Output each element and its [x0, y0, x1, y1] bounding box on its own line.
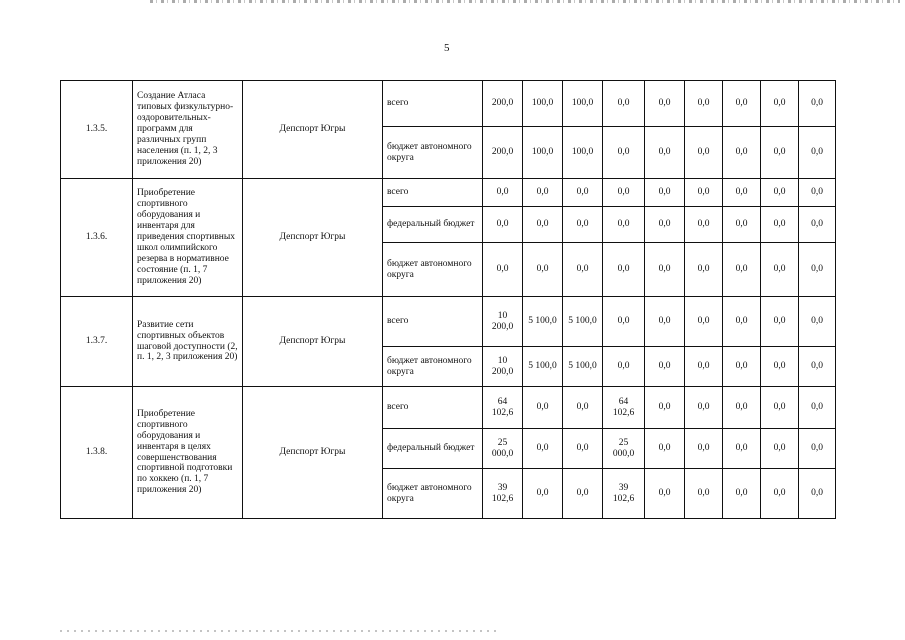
funding-value: 0,0: [645, 469, 685, 519]
funding-source: всего: [383, 387, 483, 429]
funding-value: 0,0: [563, 429, 603, 469]
funding-value: 0,0: [723, 207, 761, 243]
funding-value: 25 000,0: [603, 429, 645, 469]
funding-value: 0,0: [523, 469, 563, 519]
funding-value: 0,0: [645, 207, 685, 243]
funding-value: 0,0: [761, 387, 799, 429]
funding-value: 0,0: [603, 297, 645, 347]
funding-value: 0,0: [645, 387, 685, 429]
funding-value: 0,0: [723, 243, 761, 297]
funding-value: 0,0: [685, 387, 723, 429]
funding-value: 25 000,0: [483, 429, 523, 469]
funding-value: 0,0: [685, 429, 723, 469]
table-row: [61, 387, 836, 429]
funding-value: 0,0: [685, 207, 723, 243]
funding-source: всего: [383, 297, 483, 347]
funding-value: 0,0: [761, 179, 799, 207]
funding-value: 0,0: [799, 179, 836, 207]
funding-value: 5 100,0: [563, 347, 603, 387]
funding-value: 0,0: [563, 207, 603, 243]
budget-table: [60, 80, 836, 519]
funding-value: 10 200,0: [483, 347, 523, 387]
funding-value: 39 102,6: [603, 469, 645, 519]
measure-number: 1.3.7.: [61, 297, 133, 387]
scan-artifact-top: [150, 0, 900, 3]
funding-value: 0,0: [761, 297, 799, 347]
measure-number: 1.3.8.: [61, 387, 133, 519]
measure-name: Развитие сети спортивных объектов шаговой доступности (2, п. 1, 2, 3 приложения 20): [133, 297, 243, 387]
funding-value: 0,0: [685, 347, 723, 387]
measure-number: 1.3.5.: [61, 81, 133, 179]
funding-value: 0,0: [603, 243, 645, 297]
table-row: [61, 81, 836, 127]
funding-value: 10 200,0: [483, 297, 523, 347]
funding-value: 0,0: [645, 347, 685, 387]
funding-value: 0,0: [483, 243, 523, 297]
funding-value: 0,0: [685, 179, 723, 207]
funding-value: 0,0: [685, 469, 723, 519]
funding-value: 100,0: [523, 81, 563, 127]
funding-value: 64 102,6: [483, 387, 523, 429]
funding-value: 0,0: [799, 347, 836, 387]
funding-value: 5 100,0: [523, 297, 563, 347]
funding-source: бюджет автономного округа: [383, 347, 483, 387]
funding-source: всего: [383, 179, 483, 207]
funding-value: 0,0: [563, 387, 603, 429]
funding-value: 0,0: [603, 207, 645, 243]
funding-source: федеральный бюджет: [383, 207, 483, 243]
funding-value: 0,0: [799, 81, 836, 127]
funding-value: 0,0: [723, 297, 761, 347]
funding-source: бюджет автономного округа: [383, 127, 483, 179]
measure-number: 1.3.6.: [61, 179, 133, 297]
funding-value: 100,0: [523, 127, 563, 179]
funding-value: 0,0: [523, 179, 563, 207]
funding-value: 0,0: [761, 429, 799, 469]
funding-value: 0,0: [645, 429, 685, 469]
funding-value: 0,0: [603, 81, 645, 127]
funding-source: бюджет автономного округа: [383, 469, 483, 519]
measure-name: Приобретение спортивного оборудования и инвентаря для приведения спортивных школ олимпийского резерва в нормативное состояние (п. 1, 7 приложения 20): [133, 179, 243, 297]
funding-value: 0,0: [483, 207, 523, 243]
funding-value: 0,0: [563, 469, 603, 519]
funding-value: 0,0: [761, 347, 799, 387]
funding-value: 0,0: [523, 243, 563, 297]
page-number: 5: [444, 42, 450, 54]
measure-executor: Депспорт Югры: [243, 387, 383, 519]
funding-value: 0,0: [799, 429, 836, 469]
funding-value: 100,0: [563, 81, 603, 127]
funding-source: всего: [383, 81, 483, 127]
funding-value: 0,0: [685, 81, 723, 127]
funding-value: 0,0: [685, 243, 723, 297]
funding-value: 0,0: [799, 469, 836, 519]
funding-value: 0,0: [723, 81, 761, 127]
measure-executor: Депспорт Югры: [243, 81, 383, 179]
funding-source: федеральный бюджет: [383, 429, 483, 469]
funding-value: 0,0: [603, 347, 645, 387]
measure-name: Приобретение спортивного оборудования и инвентаря в целях совершенствования спортивной подготовки по хоккею (п. 1, 7 приложения 20): [133, 387, 243, 519]
measure-executor: Депспорт Югры: [243, 297, 383, 387]
funding-value: 0,0: [799, 387, 836, 429]
funding-value: 0,0: [723, 347, 761, 387]
funding-value: 0,0: [799, 207, 836, 243]
funding-value: 0,0: [761, 81, 799, 127]
funding-value: 0,0: [645, 179, 685, 207]
funding-value: 0,0: [645, 127, 685, 179]
funding-value: 0,0: [723, 469, 761, 519]
funding-value: 0,0: [685, 297, 723, 347]
funding-value: 0,0: [799, 297, 836, 347]
funding-value: 0,0: [603, 127, 645, 179]
funding-value: 0,0: [645, 297, 685, 347]
budget-table-body: [61, 81, 836, 519]
funding-value: 39 102,6: [483, 469, 523, 519]
funding-value: 0,0: [523, 387, 563, 429]
funding-value: 0,0: [761, 469, 799, 519]
funding-value: 0,0: [761, 207, 799, 243]
funding-value: 0,0: [761, 127, 799, 179]
funding-value: 0,0: [603, 179, 645, 207]
funding-value: 0,0: [723, 179, 761, 207]
funding-value: 200,0: [483, 127, 523, 179]
funding-value: 0,0: [685, 127, 723, 179]
funding-value: 0,0: [723, 429, 761, 469]
table-row: [61, 179, 836, 207]
scan-artifact-bottom: [60, 630, 500, 632]
funding-value: 0,0: [723, 127, 761, 179]
funding-value: 0,0: [723, 387, 761, 429]
funding-value: 5 100,0: [523, 347, 563, 387]
funding-value: 200,0: [483, 81, 523, 127]
funding-value: 0,0: [799, 243, 836, 297]
funding-value: 0,0: [799, 127, 836, 179]
funding-value: 0,0: [483, 179, 523, 207]
funding-value: 5 100,0: [563, 297, 603, 347]
measure-name: Создание Атласа типовых физкультурно-оздоровительных-программ для различных групп населения (п. 1, 2, 3 приложения 20): [133, 81, 243, 179]
funding-source: бюджет автономного округа: [383, 243, 483, 297]
funding-value: 0,0: [645, 243, 685, 297]
funding-value: 0,0: [523, 207, 563, 243]
funding-value: 0,0: [645, 81, 685, 127]
table-row: [61, 297, 836, 347]
funding-value: 0,0: [761, 243, 799, 297]
funding-value: 0,0: [563, 179, 603, 207]
funding-value: 0,0: [523, 429, 563, 469]
funding-value: 100,0: [563, 127, 603, 179]
funding-value: 64 102,6: [603, 387, 645, 429]
measure-executor: Депспорт Югры: [243, 179, 383, 297]
funding-value: 0,0: [563, 243, 603, 297]
